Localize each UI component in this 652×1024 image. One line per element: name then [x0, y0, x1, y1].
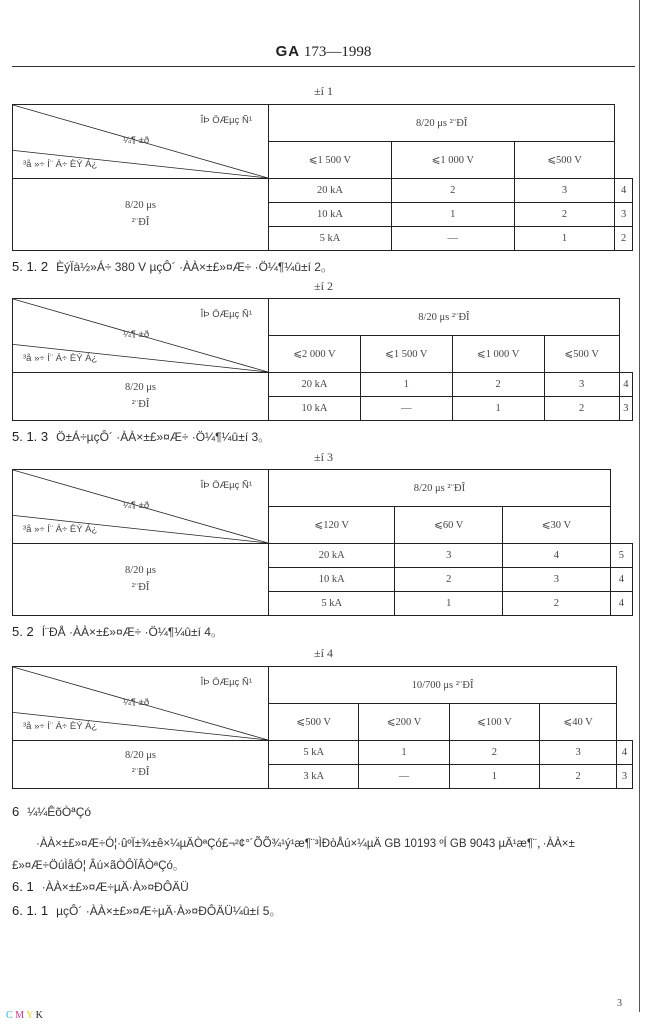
- column-header: ⩽1 000 V: [452, 336, 544, 373]
- diagonal-header-cell: [13, 667, 269, 741]
- table-cell: 1: [359, 741, 449, 765]
- table-cell: 1: [395, 592, 503, 616]
- row-label: 20 kA: [269, 373, 361, 397]
- document-header: [12, 43, 635, 61]
- table-cell: 2: [514, 203, 615, 227]
- table-3: [12, 469, 633, 616]
- table-cell: 2: [544, 397, 619, 421]
- diagonal-header-cell: [13, 470, 269, 544]
- table-cell: —: [359, 765, 449, 789]
- diagonal-header-cell: [13, 105, 269, 179]
- page-number: 3: [617, 998, 622, 1009]
- header-rule: [12, 66, 635, 67]
- table-cell: 1: [449, 765, 539, 789]
- clause-6-1: [12, 879, 189, 894]
- group-header: 8/20 μs ²¨ÐÎ: [269, 105, 615, 142]
- table-cell: 3: [544, 373, 619, 397]
- table-cell: 3: [503, 568, 611, 592]
- clause-text: Í¨ÐÅ ·ÀÀ×±£»¤Æ÷ ·Ö¼¶¼û±í 4。: [41, 625, 223, 639]
- table-cell: 2: [503, 592, 611, 616]
- column-header: ⩽60 V: [395, 507, 503, 544]
- table-cell: 3: [619, 397, 632, 421]
- table-row: [13, 741, 633, 765]
- table-cell: 3: [540, 741, 617, 765]
- diag-bottom-label: ³å »÷ Í¨ Á÷ ÈÝ Á¿: [23, 353, 98, 364]
- table-cell: 5: [610, 544, 632, 568]
- clause-number: 6. 1. 1: [12, 903, 49, 918]
- clause-6-1-1: [12, 902, 281, 919]
- table-2: [12, 298, 633, 421]
- group-header: 10/700 μs ²¨ÐÎ: [269, 667, 617, 704]
- table-cell: 2: [615, 227, 633, 251]
- table-caption: ±í 3: [314, 450, 333, 464]
- clause-5-2: [12, 623, 223, 640]
- row-header-line: 8/20 μs: [124, 564, 156, 576]
- clause-number: 5. 1. 2: [12, 259, 49, 274]
- table-cell: 4: [503, 544, 611, 568]
- table-cell: 2: [540, 765, 617, 789]
- cmyk-color-bar: [6, 1010, 43, 1021]
- table-cell: 2: [395, 568, 503, 592]
- row-header-line: 8/20 μs: [124, 199, 156, 211]
- table-cell: 3: [514, 179, 615, 203]
- diag-bottom-label: ³å »÷ Í¨ Á÷ ÈÝ Á¿: [23, 159, 98, 170]
- cmyk-m: M: [15, 1010, 25, 1021]
- table-1: [12, 104, 633, 251]
- table-cell: 2: [391, 179, 514, 203]
- clause-number: 6: [12, 804, 20, 819]
- column-header: ⩽500 V: [514, 142, 615, 179]
- clause-5-1-3: [12, 428, 270, 445]
- table-cell: 4: [610, 592, 632, 616]
- row-header-line: 8/20 μs: [124, 749, 156, 761]
- table-row: [13, 544, 633, 568]
- diag-top-label: ÎÞ ÖÆµç Ñ¹: [200, 115, 252, 126]
- table-cell: 1: [391, 203, 514, 227]
- table-cell: 3: [615, 203, 633, 227]
- standard-number: 173—1998: [303, 44, 372, 60]
- diag-top-label: ÎÞ ÖÆµç Ñ¹: [200, 480, 252, 491]
- table-cell: 4: [615, 179, 633, 203]
- cmyk-k: K: [35, 1010, 43, 1021]
- row-header-line: ²¨ÐÎ: [131, 581, 150, 593]
- clause-6: [12, 804, 91, 819]
- diag-mid-label: ¼¶ ±ð: [123, 500, 150, 511]
- table-cell: 2: [449, 741, 539, 765]
- diag-bottom-label: ³å »÷ Í¨ Á÷ ÈÝ Á¿: [23, 721, 98, 732]
- column-header: ⩽40 V: [540, 704, 617, 741]
- column-header: ⩽30 V: [503, 507, 611, 544]
- row-label: 10 kA: [269, 568, 395, 592]
- table-cell: —: [391, 227, 514, 251]
- column-header: ⩽2 000 V: [269, 336, 361, 373]
- column-header: ⩽500 V: [269, 704, 359, 741]
- diag-mid-label: ¼¶ ±ð: [123, 697, 150, 708]
- clause-text: ÈýÏà½»Á÷ 380 V µçÔ´ ·ÀÀ×±£»¤Æ÷ ·Ö¼¶¼û±í 2。: [56, 260, 333, 274]
- cmyk-c: C: [6, 1010, 13, 1021]
- row-header: [13, 373, 269, 421]
- row-header: [13, 179, 269, 251]
- table-cell: 3: [617, 765, 633, 789]
- row-label: 10 kA: [269, 203, 392, 227]
- table-caption: ±í 1: [314, 84, 333, 98]
- column-header: ⩽1 500 V: [269, 142, 392, 179]
- diagonal-header-cell: [13, 299, 269, 373]
- clause-number: 6. 1: [12, 879, 34, 894]
- table-cell: 1: [452, 397, 544, 421]
- table-cell: 4: [619, 373, 632, 397]
- row-label: 5 kA: [269, 592, 395, 616]
- group-header: 8/20 μs ²¨ÐÎ: [269, 299, 620, 336]
- row-header-line: 8/20 μs: [124, 381, 156, 393]
- row-label: 3 kA: [269, 765, 359, 789]
- clause-text: ¼¼ÊõÒªÇó: [27, 805, 92, 819]
- column-header: ⩽100 V: [449, 704, 539, 741]
- diag-top-label: ÎÞ ÖÆµç Ñ¹: [200, 677, 252, 688]
- row-label: 5 kA: [269, 227, 392, 251]
- row-header-line: ²¨ÐÎ: [131, 216, 150, 228]
- diag-mid-label: ¼¶ ±ð: [123, 135, 150, 146]
- column-header: ⩽1 000 V: [391, 142, 514, 179]
- row-label: 10 kA: [269, 397, 361, 421]
- row-label: 5 kA: [269, 741, 359, 765]
- row-header: [13, 544, 269, 616]
- diag-bottom-label: ³å »÷ Í¨ Á÷ ÈÝ Á¿: [23, 524, 98, 535]
- table-row: [13, 179, 633, 203]
- table-cell: 1: [514, 227, 615, 251]
- diag-top-label: ÎÞ ÖÆµç Ñ¹: [200, 309, 252, 320]
- clause-text: ·ÀÀ×±£»¤Æ÷µÄ·À»¤ÐÔÄÜ: [41, 880, 189, 894]
- table-4: [12, 666, 633, 789]
- column-header: ⩽120 V: [269, 507, 395, 544]
- table-row: [13, 373, 633, 397]
- table-caption: ±í 4: [314, 646, 333, 660]
- table-cell: 1: [360, 373, 452, 397]
- clause-text: Ö±Á÷µçÔ´ ·ÀÀ×±£»¤Æ÷ ·Ö¼¶¼û±í 3。: [56, 430, 271, 444]
- table-cell: 4: [610, 568, 632, 592]
- standard-prefix: GA: [275, 43, 301, 60]
- clause-number: 5. 1. 3: [12, 429, 49, 444]
- table-cell: —: [360, 397, 452, 421]
- row-header: [13, 741, 269, 789]
- column-header: ⩽1 500 V: [360, 336, 452, 373]
- clause-6-body: ·ÀÀ×±£»¤Æ÷Ó¦·ûºÏ±¾±ê×¼µÄÒªÇó£¬²¢°´ÕÕ¾¹ý¹æ¶¨³ÌÐòÅú×¼µÄ GB 10193 ºÍ GB 9043 µÄ¹æ¶¨，·ÀÀ×±£»¤Æ÷ÖúÌåÓ¦ Âú×ãÒÔÏÂÒªÇó。: [12, 838, 575, 872]
- table-caption: ±í 2: [314, 279, 333, 293]
- table-cell: 2: [452, 373, 544, 397]
- row-label: 20 kA: [269, 179, 392, 203]
- row-header-line: ²¨ÐÎ: [131, 766, 150, 778]
- table-cell: 4: [617, 741, 633, 765]
- row-label: 20 kA: [269, 544, 395, 568]
- row-header-line: ²¨ÐÎ: [131, 398, 150, 410]
- table-cell: 3: [395, 544, 503, 568]
- column-header: ⩽200 V: [359, 704, 449, 741]
- clause-text: µçÔ´ ·ÀÀ×±£»¤Æ÷µÄ·À»¤ÐÔÄÜ¼û±í 5。: [56, 904, 282, 918]
- group-header: 8/20 μs ²¨ÐÎ: [269, 470, 611, 507]
- clause-5-1-2: [12, 258, 333, 275]
- column-header: ⩽500 V: [544, 336, 619, 373]
- diag-mid-label: ¼¶ ±ð: [123, 329, 150, 340]
- cmyk-y: Y: [26, 1010, 34, 1021]
- clause-number: 5. 2: [12, 624, 34, 639]
